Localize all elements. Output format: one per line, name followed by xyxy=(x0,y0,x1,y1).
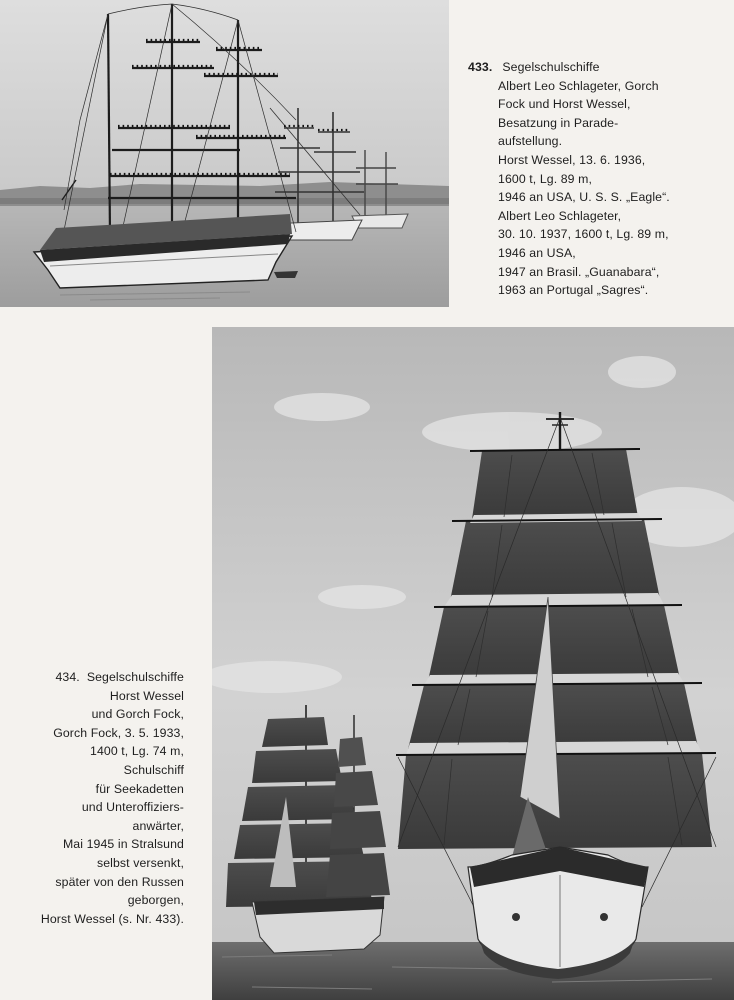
caption-433-line-6: Horst Wessel, 13. 6. 1936, xyxy=(498,152,646,167)
sailing-photo-svg xyxy=(212,327,734,1000)
caption-433-line-11: 1946 an USA, xyxy=(498,245,576,260)
figure-number-434: 434. xyxy=(55,670,80,684)
caption-434-line-13: geborgen, xyxy=(127,893,184,908)
caption-433-line-3: Fock und Horst Wessel, xyxy=(498,97,631,112)
caption-434-line-1: 434. Segelschulschiffe xyxy=(55,670,184,684)
caption-433-line-4: Besatzung in Parade- xyxy=(498,115,619,130)
caption-434-line-9: anwärter, xyxy=(132,818,184,833)
caption-433-line-5: aufstellung. xyxy=(498,134,563,149)
caption-433-line-1: 433. Segelschulschiffe xyxy=(468,60,600,74)
caption-434-line-2: Horst Wessel xyxy=(109,688,184,703)
caption-434-line-7: für Seekadetten xyxy=(95,781,184,796)
caption-434-line-8: und Unteroffiziers- xyxy=(81,800,184,815)
caption-433-line-2: Albert Leo Schlageter, Gorch xyxy=(498,78,659,93)
caption-433-line-7: 1600 t, Lg. 89 m, xyxy=(498,171,592,186)
photo-433-ships-in-harbour xyxy=(0,0,449,307)
caption-434-line-10: Mai 1945 in Stralsund xyxy=(62,837,184,852)
caption-433-line-9: Albert Leo Schlageter, xyxy=(498,208,622,223)
caption-433 xyxy=(468,58,718,300)
caption-433-line-8: 1946 an USA, U. S. S. „Eagle“. xyxy=(498,190,670,205)
caption-434-line-12: später von den Russen xyxy=(55,874,184,889)
caption-434-line-6: Schulschiff xyxy=(123,762,184,777)
caption-434-line-5: 1400 t, Lg. 74 m, xyxy=(90,744,184,759)
caption-433-line-12: 1947 an Brasil. „Guanabara“, xyxy=(498,264,660,279)
figure-number-433: 433. xyxy=(468,60,493,74)
caption-434-line-14: Horst Wessel (s. Nr. 433). xyxy=(40,911,184,926)
caption-433-line-10: 30. 10. 1937, 1600 t, Lg. 89 m, xyxy=(498,227,669,242)
caption-434 xyxy=(20,668,184,928)
caption-433-line-13: 1963 an Portugal „Sagres“. xyxy=(498,283,649,298)
harbour-photo-svg xyxy=(0,0,449,307)
caption-434-line-4: Gorch Fock, 3. 5. 1933, xyxy=(53,725,184,740)
caption-434-line-3: und Gorch Fock, xyxy=(91,707,184,722)
caption-434-line-11: selbst versenkt, xyxy=(96,855,184,870)
photo-434-ships-under-sail xyxy=(212,327,734,1000)
